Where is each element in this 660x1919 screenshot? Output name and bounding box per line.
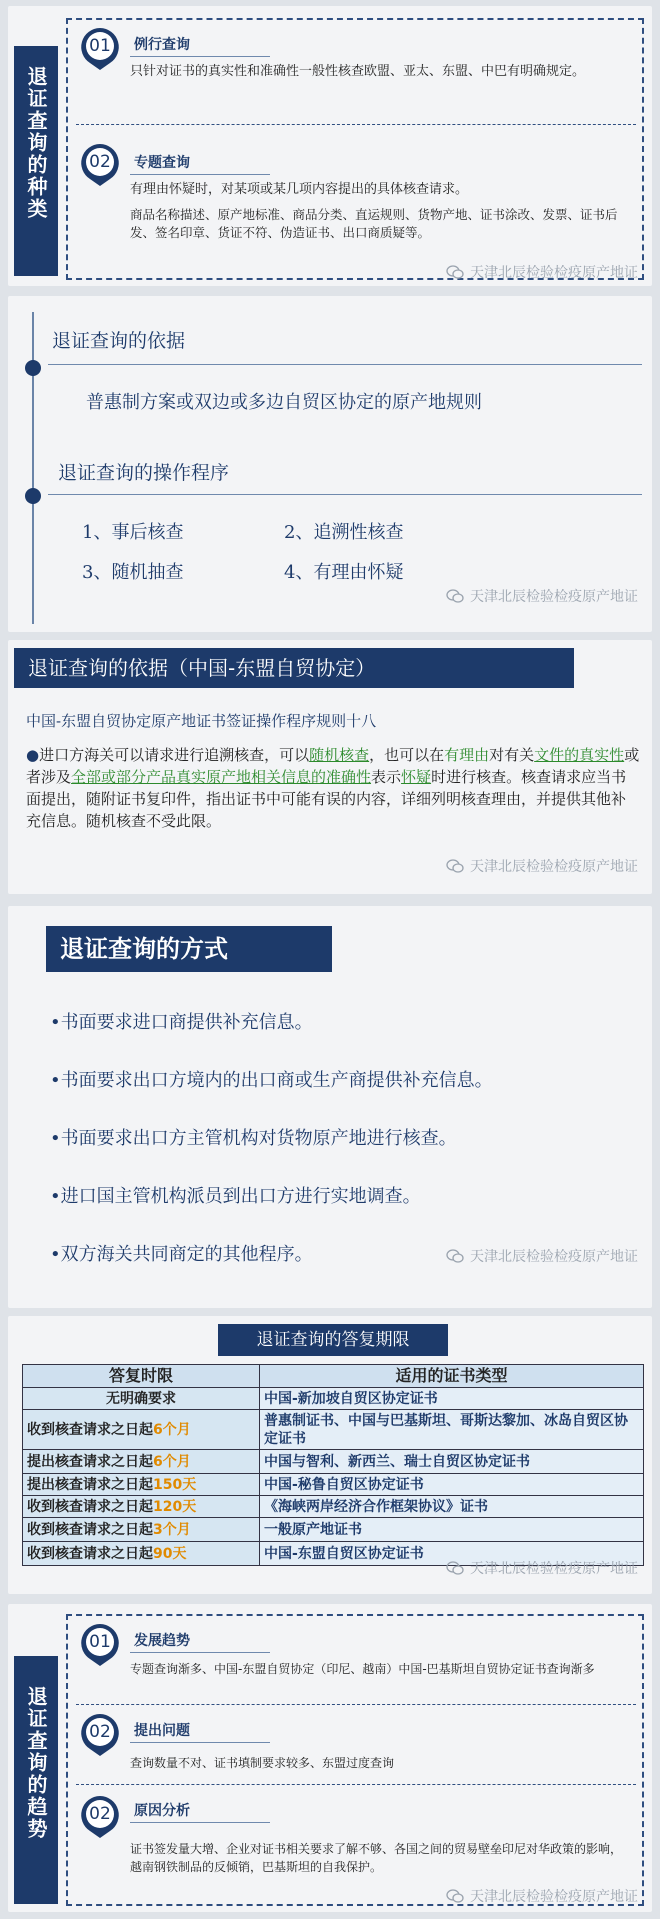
procedure-heading: 退证查询的操作程序 — [58, 462, 230, 484]
table-row — [23, 1450, 644, 1474]
table-header: 答复时限 — [23, 1365, 260, 1388]
step: 1、事后核查 — [82, 522, 184, 543]
watermark: 天津北辰检验检疫原产地证 — [446, 1558, 638, 1578]
wechat-icon — [446, 589, 464, 603]
table-row — [23, 1518, 644, 1542]
table-header-row — [23, 1365, 644, 1388]
slide-title: 退证查询的依据（中国-东盟自贸协定） — [14, 648, 574, 688]
deadline-cell: 收到核查请求之日起90天 — [23, 1542, 260, 1566]
item-title: 例行查询 — [134, 37, 190, 53]
item-underline — [130, 56, 270, 57]
step: 4、有理由怀疑 — [284, 562, 404, 583]
watermark: 天津北辰检验检疫原产地证 — [446, 1886, 638, 1906]
cert-type-cell: 一般原产地证书 — [260, 1518, 644, 1542]
watermark: 天津北辰检验检疫原产地证 — [446, 586, 638, 606]
table-row — [23, 1410, 644, 1450]
dashed-divider — [76, 124, 636, 125]
table-row — [23, 1474, 644, 1496]
table-row — [23, 1496, 644, 1518]
item-number: 02 — [89, 152, 111, 172]
table-row — [23, 1388, 644, 1410]
slide-query-methods — [8, 906, 652, 1308]
item-underline — [130, 1742, 270, 1743]
watermark: 天津北辰检验检疫原产地证 — [446, 262, 638, 282]
subtitle: 中国-东盟自贸协定原产地证书签证操作程序规则十八 — [26, 712, 377, 730]
item-underline — [130, 1652, 270, 1653]
side-label: 退证查询的种类 — [14, 46, 58, 276]
item-underline — [130, 174, 270, 175]
method-item: •书面要求出口方境内的出口商或生产商提供补充信息。 — [50, 1070, 493, 1091]
item-text: 证书签发量大增、企业对证书相关要求了解不够、各国之间的贸易壁垒印尼对华政策的影响，越南钢铁制品的反倾销，巴基斯坦的自我保护。 — [130, 1842, 623, 1874]
cert-type-cell: 《海峡两岸经济合作框架协议》证书 — [260, 1496, 644, 1518]
cert-type-cell: 中国-秘鲁自贸区协定证书 — [260, 1474, 644, 1496]
deadline-cell: 收到核查请求之日起120天 — [23, 1496, 260, 1518]
wechat-icon — [446, 859, 464, 873]
slide-reply-deadline — [8, 1316, 652, 1594]
basis-text: 普惠制方案或双边或多边自贸区协定的原产地规则 — [86, 392, 482, 413]
item-text: 查询数量不对、证书填制要求较多、东盟过度查询 — [130, 1756, 395, 1770]
deadline-cell: 提出核查请求之日起6个月 — [23, 1450, 260, 1474]
slide-query-types — [8, 6, 652, 286]
deadline-cell: 收到核查请求之日起3个月 — [23, 1518, 260, 1542]
deadline-cell: 无明确要求 — [23, 1388, 260, 1410]
method-item: •书面要求进口商提供补充信息。 — [50, 1012, 313, 1033]
cert-type-cell: 中国-东盟自贸区协定证书 — [260, 1542, 644, 1566]
item-number: 01 — [89, 1632, 111, 1652]
dashed-divider — [76, 1704, 636, 1705]
cert-type-cell: 普惠制证书、中国与巴基斯坦、哥斯达黎加、冰岛自贸区协定证书 — [260, 1410, 644, 1450]
deadline-table — [22, 1364, 644, 1566]
item-underline — [130, 1822, 270, 1823]
method-item: •书面要求出口方主管机构对货物原产地进行核查。 — [50, 1128, 457, 1149]
cert-type-cell: 中国-新加坡自贸区协定证书 — [260, 1388, 644, 1410]
item-text: 只针对证书的真实性和准确性一般性核查欧盟、亚太、东盟、中巴有明确规定。 — [130, 64, 586, 79]
wechat-icon — [446, 1561, 464, 1575]
slide-basis-procedure — [8, 296, 652, 632]
item-title: 原因分析 — [134, 1803, 190, 1819]
method-item: •进口国主管机构派员到出口方进行实地调查。 — [50, 1186, 421, 1207]
item-title: 专题查询 — [134, 155, 190, 171]
watermark: 天津北辰检验检疫原产地证 — [446, 1246, 638, 1266]
item-number: 02 — [89, 1722, 111, 1742]
method-item: •双方海关共同商定的其他程序。 — [50, 1244, 313, 1265]
item-text: 有理由怀疑时，对某项或某几项内容提出的具体核查请求。 — [130, 182, 469, 197]
slide-title: 退证查询的方式 — [46, 926, 332, 972]
step: 3、随机抽查 — [82, 562, 184, 583]
basis-heading: 退证查询的依据 — [52, 330, 186, 352]
deadline-cell: 提出核查请求之日起150天 — [23, 1474, 260, 1496]
slide-asean-basis — [8, 640, 652, 894]
wechat-icon — [446, 1889, 464, 1903]
item-title: 发展趋势 — [134, 1633, 190, 1649]
wechat-icon — [446, 1249, 464, 1263]
watermark: 天津北辰检验检疫原产地证 — [446, 856, 638, 876]
wechat-icon — [446, 265, 464, 279]
item-text-detail: 商品名称描述、原产地标准、商品分类、直运规则、货物产地、证书涂改、发票、证书后发、签名印章、货证不符、伪造证书、出口商质疑等。 — [130, 207, 618, 240]
item-number: 01 — [89, 36, 111, 56]
timeline-dot — [25, 488, 41, 504]
slide-title: 退证查询的答复期限 — [218, 1324, 448, 1356]
divider — [48, 494, 642, 495]
paragraph: ●进口方海关可以请求进行追溯核查，可以随机核查，也可以在有理由对有关文件的真实性或者涉及全部或部分产品真实原产地相关信息的准确性表示怀疑时进行核查。核查请求应当书面提出，随附证书复印件，指出证书中可能有误的内容，详细列明核查理由，并提供其他补充信息。随机核查不受此限。 — [26, 746, 640, 830]
divider — [48, 364, 642, 365]
item-number: 02 — [89, 1804, 111, 1824]
table-header: 适用的证书类型 — [260, 1365, 644, 1388]
timeline-line — [32, 312, 34, 624]
item-text: 专题查询渐多、中国-东盟自贸协定（印尼、越南）中国-巴基斯坦自贸协定证书查询渐多 — [130, 1662, 595, 1676]
item-title: 提出问题 — [134, 1723, 190, 1739]
step: 2、追溯性核查 — [284, 522, 404, 543]
side-label: 退证查询的趋势 — [14, 1656, 58, 1904]
slide-query-trends — [8, 1604, 652, 1912]
timeline-dot — [25, 360, 41, 376]
dashed-divider — [76, 1784, 636, 1785]
deadline-cell: 收到核查请求之日起6个月 — [23, 1410, 260, 1450]
cert-type-cell: 中国与智利、新西兰、瑞士自贸区协定证书 — [260, 1450, 644, 1474]
